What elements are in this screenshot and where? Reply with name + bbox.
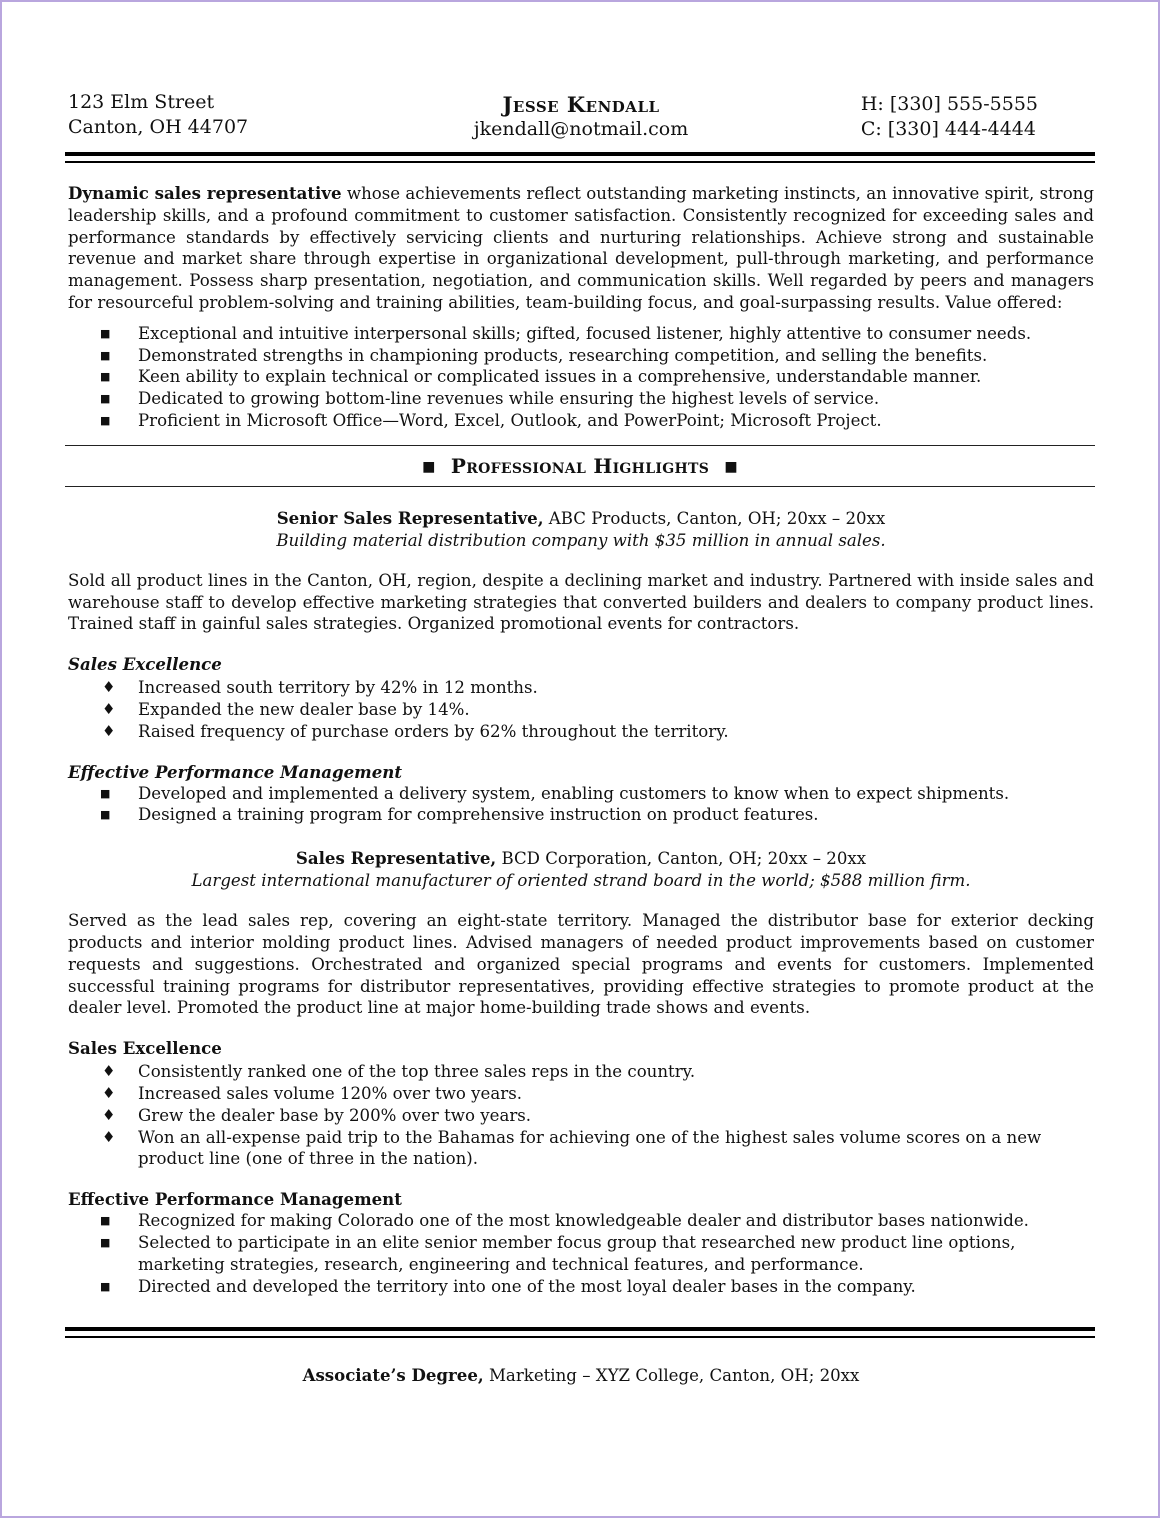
job-company: BCD Corporation, Canton, OH; 20xx – 20xx — [496, 849, 867, 869]
list-item: ♦ Increased sales volume 120% over two years. — [102, 1083, 522, 1103]
diamond-bullet-icon: ♦ — [102, 1083, 116, 1102]
degree-detail: Marketing – XYZ College, Canton, OH; 20xx — [483, 1366, 860, 1386]
list-item: ♦ Won an all-expense paid trip to the Bahamas for achieving one of the highest sales volume scores on a new product line (one of three in the nation). — [102, 1127, 1042, 1169]
resume-document — [68, 86, 1094, 1387]
address-line-1: 123 Elm Street — [68, 91, 215, 113]
job-title: Sales Representative, — [295, 848, 497, 869]
diamond-bullet-icon: ♦ — [102, 721, 116, 740]
summary-text: whose achievements reflect outstanding marketing instincts, an innovative spirit, strong leadership skills, and a profound commitment to customer satisfaction. Consistently recognized for exceeding sales and performance standards by effectively servicing clients and nurturing relationships. Achieve strong and sustainable revenue and market share through expertise in organizational development, pull-through marketing, and performance management. Possess sharp presentation, negotiation, and communication skills. Well regarded by peers and managers for resourceful problem-solving and training abilities, team-building focus, and goal-surpassing results. Value offered: — [68, 184, 1094, 312]
education-line — [68, 1364, 1094, 1387]
square-bullet-icon: ■ — [100, 326, 111, 340]
square-bullet-icon: ■ — [100, 1235, 111, 1249]
diamond-bullet-icon: ♦ — [102, 1062, 116, 1081]
list-item: ■ Recognized for making Colorado one of the most knowledgeable dealer and distributor bases nationwide. — [100, 1211, 1029, 1231]
achievement-list — [68, 783, 1094, 827]
list-item: ■ Developed and implemented a delivery system, enabling customers to know when to expect shipments. — [100, 783, 1010, 803]
job-title: Senior Sales Representative, — [276, 507, 544, 528]
square-bullet-icon: ■ — [100, 370, 111, 384]
diamond-bullet-icon: ♦ — [102, 1105, 116, 1124]
degree: Associate’s Degree, — [302, 1365, 484, 1386]
address-line-2: Canton, OH 44707 — [68, 116, 249, 138]
subsection-title: Sales Excellence — [68, 1038, 222, 1059]
list-item: ■ Dedicated to growing bottom-line revenues while ensuring the highest levels of service. — [100, 389, 880, 409]
phone-cell: C: [330] 444-4444 — [860, 118, 1036, 140]
job-tagline: Largest international manufacturer of oriented strand board in the world; $588 million firm. — [191, 871, 971, 891]
square-bullet-icon: ■ — [100, 413, 111, 427]
job-tagline: Building material distribution company with $35 million in annual sales. — [276, 530, 886, 550]
achievement-list — [68, 677, 1094, 742]
section-title: Professional Highlights — [450, 453, 710, 478]
diamond-bullet-icon: ♦ — [102, 699, 116, 718]
job-description: Sold all product lines in the Canton, OH, region, despite a declining market and industry. Partnered with inside sales and warehouse staff to develop effective marketing strategies that converted builders and dealers to company product lines. Trained staff in gainful sales strategies. Organized promotional events for contractors. — [68, 570, 1094, 634]
job-header — [68, 847, 1094, 892]
summary-paragraph — [68, 183, 1094, 314]
subsection-title: Effective Performance Management — [68, 1189, 402, 1210]
job-header — [68, 507, 1094, 552]
list-item: ■ Directed and developed the territory into one of the most loyal dealer bases in the company. — [100, 1276, 916, 1296]
square-bullet-icon: ■ — [724, 458, 738, 475]
summary-lead: Dynamic sales representative — [68, 183, 342, 203]
list-item: ♦ Grew the dealer base by 200% over two years. — [102, 1105, 532, 1125]
square-bullet-icon: ■ — [100, 808, 111, 822]
list-item: ■ Selected to participate in an elite senior member focus group that researched new product line options, marketing strategies, research, engineering and technical features, and performance. — [100, 1232, 1016, 1274]
list-item: ■ Designed a training program for comprehensive instruction on product features. — [100, 805, 819, 825]
phone-home: H: [330] 555-5555 — [860, 93, 1038, 115]
phone-block — [861, 92, 1038, 142]
summary-bullets — [68, 323, 1094, 432]
achievement-list — [68, 1061, 1094, 1170]
diamond-bullet-icon: ♦ — [102, 678, 116, 697]
header-divider — [65, 152, 1095, 163]
email-address: jkendall@notmail.com — [473, 118, 689, 140]
square-bullet-icon: ■ — [100, 392, 111, 406]
subsection-title: Effective Performance Management — [68, 761, 403, 782]
square-bullet-icon: ■ — [422, 458, 436, 475]
education-divider — [65, 1327, 1095, 1338]
square-bullet-icon: ■ — [100, 348, 111, 362]
list-item: ■ Exceptional and intuitive interpersonal skills; gifted, focused listener, highly attentive to consumer needs. — [100, 323, 1032, 343]
job-company: ABC Products, Canton, OH; 20xx – 20xx — [543, 508, 886, 528]
achievement-list — [68, 1210, 1094, 1297]
list-item: ♦ Increased south territory by 42% in 12 months. — [102, 678, 538, 698]
job-description: Served as the lead sales rep, covering an eight-state territory. Managed the distributor base for exterior decking products and interior molding product lines. Advised managers of needed product improvements based on customer requests and suggestions. Orchestrated and organized special programs and events for customers. Implemented successful training programs for distributor representatives, providing effective strategies to promote product at the dealer level. Promoted the product line at major home-building trade shows and events. — [68, 911, 1094, 1018]
list-item: ■ Demonstrated strengths in championing products, researching competition, and selling the benefits. — [100, 345, 988, 365]
subsection-title: Sales Excellence — [68, 654, 222, 675]
resume-header — [68, 86, 1094, 152]
square-bullet-icon: ■ — [100, 1279, 111, 1293]
list-item: ♦ Consistently ranked one of the top three sales reps in the country. — [102, 1062, 696, 1082]
section-heading — [65, 445, 1095, 487]
square-bullet-icon: ■ — [100, 1214, 111, 1228]
diamond-bullet-icon: ♦ — [102, 1127, 116, 1146]
list-item: ♦ Raised frequency of purchase orders by 62% throughout the territory. — [102, 721, 729, 741]
candidate-name: Jesse Kendall — [502, 92, 660, 117]
list-item: ♦ Expanded the new dealer base by 14%. — [102, 699, 470, 719]
list-item: ■ Keen ability to explain technical or complicated issues in a comprehensive, understandable manner. — [100, 367, 982, 387]
list-item: ■ Proficient in Microsoft Office—Word, Excel, Outlook, and PowerPoint; Microsoft Project. — [100, 410, 882, 430]
square-bullet-icon: ■ — [100, 786, 111, 800]
